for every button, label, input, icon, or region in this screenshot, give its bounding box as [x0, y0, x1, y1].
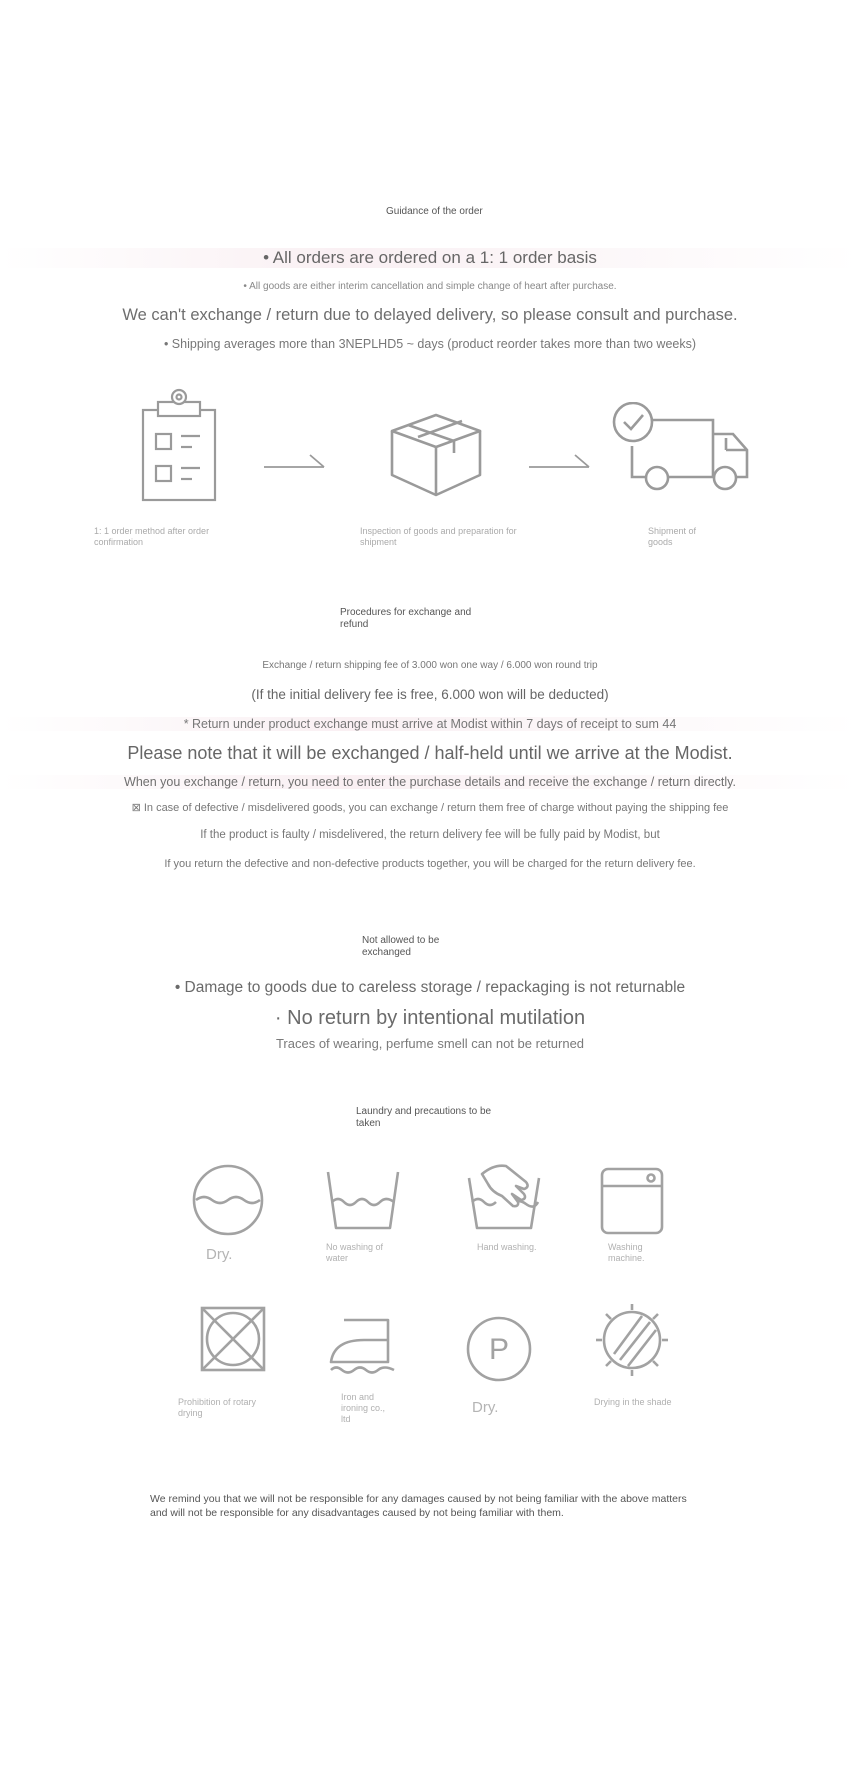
svg-text:P: P [488, 1333, 510, 1366]
not-allowed-line-2: · No return by intentional mutilation [274, 1007, 586, 1029]
guidance-line-1: • All orders are ordered on a 1: 1 order basis [0, 248, 860, 268]
exchange-line-5: When you exchange / return, you need to enter the purchase details and receive the exchange / return directly. [0, 775, 860, 789]
shade-dry-icon [592, 1300, 672, 1380]
no-water-wash-icon [325, 1170, 403, 1232]
laundry-caption-5: Prohibition of rotary drying [178, 1397, 257, 1418]
no-tumble-dry-icon [200, 1306, 266, 1372]
exchange-line-6: ⊠ In case of defective / misdelivered goods, you can exchange / return them free of charge without paying the shipping fee [131, 802, 729, 814]
exchange-title: Procedures for exchange and refund [340, 607, 472, 630]
exchange-line-7: If the product is faulty / misdelivered, the return delivery fee will be fully paid by Modist, but [200, 829, 660, 841]
exchange-line-8: If you return the defective and non-defective products together, you will be charged for the return delivery fee. [164, 858, 696, 870]
laundry-caption-6: Iron and ironing co., ltd [341, 1392, 386, 1424]
step-3-caption: Shipment of goods [648, 526, 697, 547]
disclaimer-notice: We remind you that we will not be responsible for any damages caused by not being familiar with the above matters and will not be responsible for any disadvantages caused by not being familiar with them. [150, 1493, 687, 1519]
guidance-line-4: • Shipping averages more than 3NEPLHD5 ~ days (product reorder takes more than two weeks) [163, 337, 697, 351]
step-1-caption: 1: 1 order method after order confirmation [94, 526, 210, 547]
laundry-caption-1: Dry. [206, 1246, 233, 1263]
guidance-title: Guidance of the order [386, 206, 483, 217]
truck-check-icon [611, 402, 751, 494]
exchange-line-4: Please note that it will be exchanged / half-held until we arrive at the Modist. [127, 743, 733, 763]
laundry-caption-2: No washing of water [326, 1242, 384, 1263]
laundry-caption-7: Dry. [472, 1399, 499, 1416]
laundry-title: Laundry and precautions to be taken [356, 1106, 492, 1129]
not-allowed-line-1: • Damage to goods due to careless storage / repackaging is not returnable [174, 979, 686, 996]
arrow-right-icon [262, 452, 328, 474]
clipboard-icon [138, 388, 220, 504]
box-icon [388, 405, 484, 501]
guidance-line-3: We can't exchange / return due to delayed delivery, so please consult and purchase. [122, 306, 738, 324]
dry-clean-p-icon [466, 1316, 532, 1382]
laundry-caption-4: Washing machine. [608, 1242, 645, 1263]
step-2-caption: Inspection of goods and preparation for shipment [360, 526, 517, 547]
laundry-caption-3: Hand washing. [477, 1242, 537, 1252]
dry-clean-wave-icon [192, 1164, 264, 1236]
exchange-line-3: * Return under product exchange must arrive at Modist within 7 days of receipt to sum 44 [0, 717, 860, 731]
washing-machine-icon [599, 1166, 665, 1236]
iron-icon [328, 1316, 400, 1376]
exchange-line-2: (If the initial delivery fee is free, 6.000 won will be deducted) [251, 687, 609, 702]
exchange-line-1: Exchange / return shipping fee of 3.000 won one way / 6.000 won round trip [262, 660, 598, 671]
arrow-right-icon [527, 452, 593, 474]
hand-wash-icon [466, 1162, 542, 1232]
guidance-line-2: • All goods are either interim cancellation and simple change of heart after purchase. [243, 281, 617, 292]
laundry-caption-8: Drying in the shade [594, 1397, 672, 1407]
not-allowed-title: Not allowed to be exchanged [362, 935, 440, 958]
not-allowed-line-3: Traces of wearing, perfume smell can not be returned [275, 1036, 585, 1051]
